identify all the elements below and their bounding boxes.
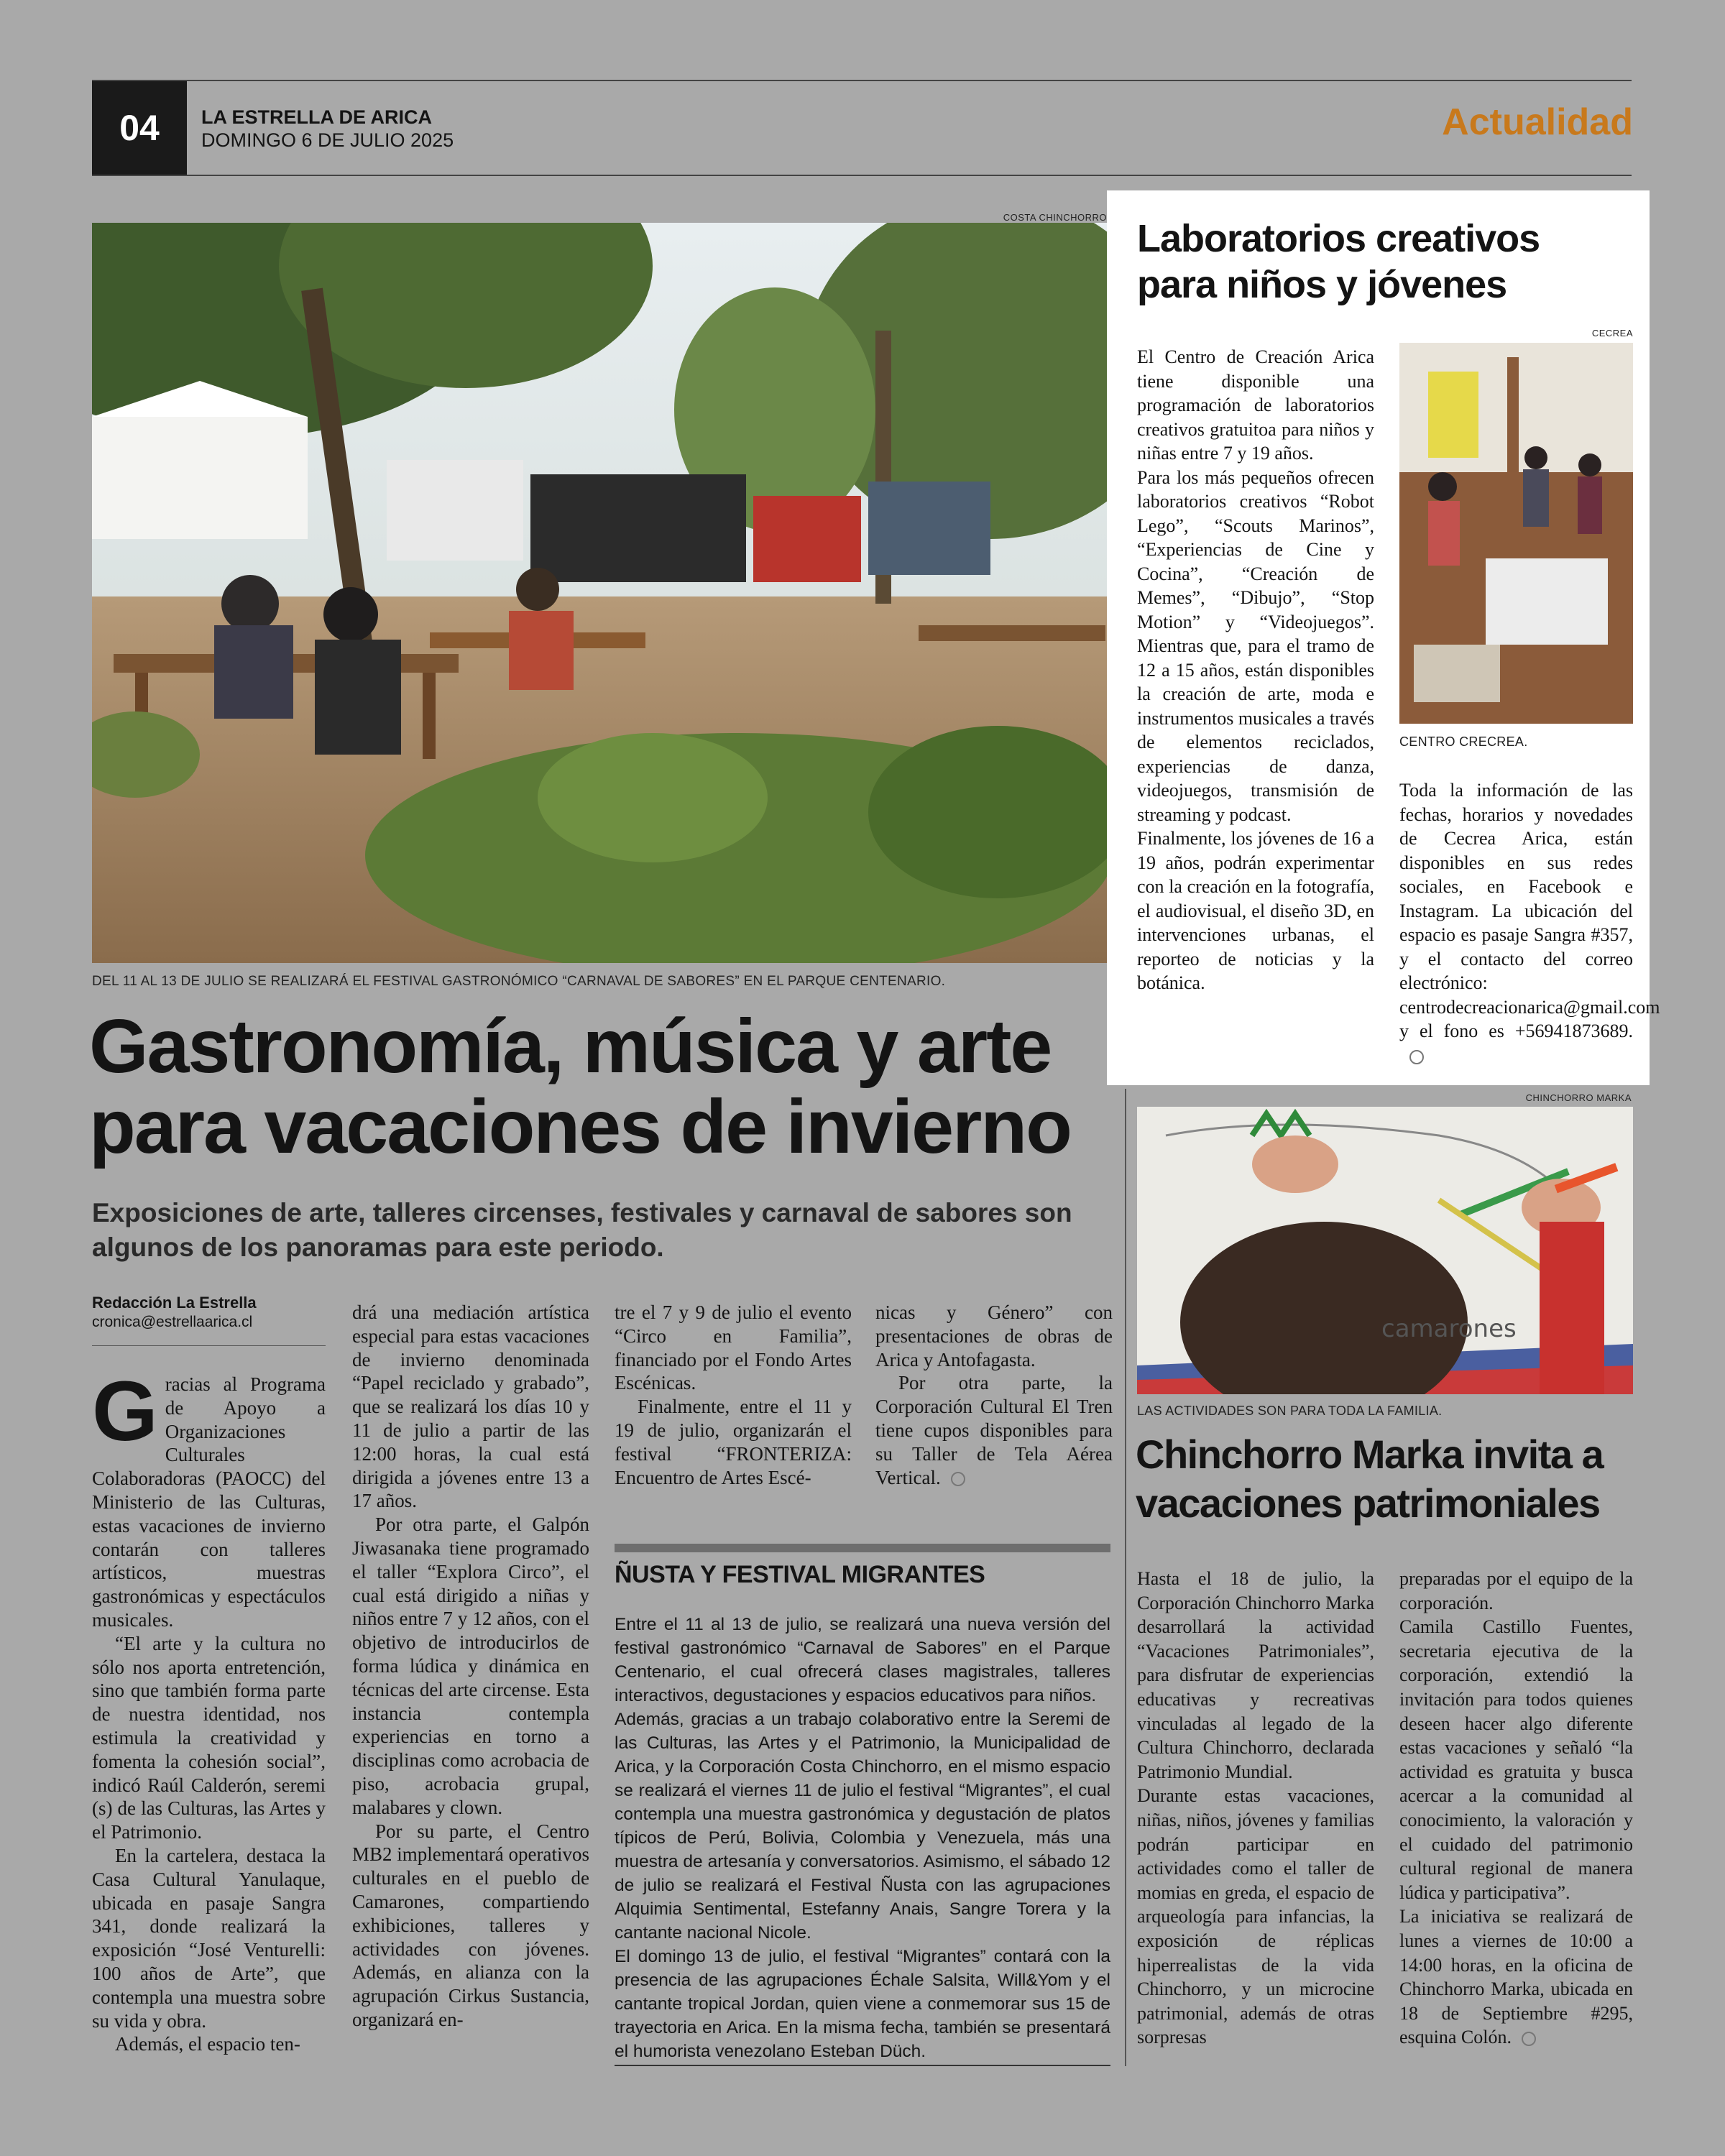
col1-paragraph-1: racias al Programa de Apoyo a Organizaciones Culturales Colaboradoras (PAOCC) del Ministerio de las Culturas, estas vacaciones de invierno contarán con talleres artísticos, muestras gastronómicas y espectáculos musicales.	[92, 1373, 326, 1631]
main-column-1	[92, 1364, 326, 2056]
col1-paragraph-4: Además, el espacio ten-	[115, 2033, 300, 2055]
cecrea-paragraph-2: Para los más pequeños ofrecen laboratorios creativos “Robot Lego”, “Scouts Marinos”, “Experiencias de Cine y Cocina”, “Creación de Memes”, “Dibujo”, “Stop Motion” y “Videojuegos”. Mientras que, para el tramo de 12 a 15 años, están disponibles la creación de arte, moda e instrumentos musicales a través de elementos reciclados, experiencias de danza, videojuegos, transmisión de streaming y podcast.	[1137, 466, 1374, 825]
sidebar-top-bar	[615, 1544, 1110, 1552]
paper-name: LA ESTRELLA DE ARICA	[201, 106, 432, 128]
chinchorro-headline-line1: Chinchorro Marka invita a	[1136, 1432, 1604, 1477]
chinchorro-photo-word: camarones	[1381, 1314, 1517, 1343]
main-column-4	[875, 1301, 1113, 1489]
issue-date: DOMINGO 6 DE JULIO 2025	[201, 129, 454, 151]
col1-paragraph-2: “El arte y la cultura no sólo nos aporta entretención, sino que también forma parte de nuestra identidad, nos estimula la creatividad y fomenta la cohesión social”, indicó Raúl Calderón, seremi (s) de las Culturas, las Artes y el Patrimonio.	[92, 1632, 326, 1843]
col3-paragraph-2: Finalmente, entre el 11 y 19 de julio, organizarán el festival “FRONTERIZA: Encuentro de Artes Escé-	[615, 1396, 852, 1488]
chinchorro-column-1	[1137, 1567, 1374, 2050]
chinchorro-end-mark-icon	[1522, 2032, 1536, 2046]
main-headline-line1: Gastronomía, música y arte	[89, 1004, 1052, 1089]
page-number: 04	[92, 81, 187, 175]
cecrea-column-2	[1399, 778, 1660, 1067]
subheadline: Exposiciones de arte, talleres circenses, festivales y carnaval de sabores son algunos de los panoramas para este periodo.	[92, 1198, 1072, 1262]
byline-email: cronica@estrellaarica.cl	[92, 1314, 253, 1330]
festival-photo	[92, 223, 1111, 963]
cecrea-photo	[1399, 343, 1633, 724]
chinchorro-photo-credit: CHINCHORRO MARKA	[1525, 1092, 1632, 1103]
cecrea-headline-line2: para niños y jóvenes	[1137, 263, 1507, 306]
sidebar-paragraph-3: El domingo 13 de julio, el festival “Migrantes” contará con la presencia de las agrupaciones Échale Salsita, Will&Yom y el cantante tropical Jordan, quien viene a conmemorar sus 15 de trayectoria en Arica. En la misma fecha, también se presentará el humorista venezolano Esteban Düch.	[615, 1947, 1110, 2061]
header-bottom-rule	[92, 175, 1632, 176]
chinchorro-photo-caption: LAS ACTIVIDADES SON PARA TODA LA FAMILIA.	[1137, 1404, 1443, 1418]
cecrea-paragraph-1: El Centro de Creación Arica tiene disponible una programación de laboratorios creativos gratuitoa para niños y niñas entre 7 y 19 años.	[1137, 346, 1374, 464]
chinchorro-paragraph-2: Durante estas vacaciones, niñas, niños, jóvenes y familias podrán participar en actividades como el taller de momias en greda, el espacio de arqueología para infancias, la exposición de réplicas hiperrealistas de la vida Chinchorro, y un microcine patrimonial, además de otras sorpresas	[1137, 1785, 1374, 2048]
col4-paragraph-2: Por otra parte, la Corporación Cultural El Tren tiene cupos disponibles para su Taller de Tela Aérea Vertical.	[875, 1372, 1113, 1488]
sidebar-body	[615, 1613, 1110, 2063]
sidebar-paragraph-2: Además, gracias a un trabajo colaborativo entre la Seremi de las Culturas, las Artes y el Patrimonio, la Municipalidad de Arica, y la Corporación Costa Chinchorro, en el mismo espacio se realizará el viernes 11 de julio el festival “Migrantes”, el cual contempla una muestra gastronómica y degustación de platos típicos de Perú, Bolivia, Colombia y Venezuela, más una muestra de artesanía y conversatorios. Asimismo, el sábado 12 de julio se realizará el Festival Ñusta con las agrupaciones Alquimia Sentimental, Estefanny Anais, Sangre Torera y la cantante nacional Nicole.	[615, 1710, 1110, 1943]
col2-paragraph-3: Por su parte, el Centro MB2 implementará operativos culturales en el pueblo de Camarones, compartiendo exhibiciones, talleres y actividades con jóvenes. Además, en alianza con la agrupación Cirkus Sustancia, organizará en-	[352, 1820, 589, 2030]
col2-paragraph-1: drá una mediación artística especial para estas vacaciones de invierno denominada “Papel reciclado y grabado”, que se realizará los días 10 y 11 de julio a partir de las 12:00 horas, la cual está dirigida a jóvenes entre 13 a 17 años.	[352, 1302, 589, 1512]
col3-paragraph-1: tre el 7 y 9 de julio el evento “Circo en Familia”, financiado por el Fondo Artes Escénicas.	[615, 1302, 852, 1394]
cecrea-headline-line1: Laboratorios creativos	[1137, 217, 1540, 260]
chinchorro-headline-line2: vacaciones patrimoniales	[1136, 1480, 1600, 1526]
main-headline-line2: para vacaciones de invierno	[89, 1084, 1071, 1169]
end-mark-icon	[951, 1472, 965, 1486]
chinchorro-paragraph-3: preparadas por el equipo de la corporación.	[1399, 1568, 1633, 1613]
chinchorro-paragraph-5: La iniciativa se realizará de lunes a viernes de 10:00 a 14:00 horas, en la oficina de Chinchorro Marka, ubicada en 18 de Septiembre #295, esquina Colón.	[1399, 1906, 1633, 2048]
col4-paragraph-1: nicas y Género” con presentaciones de obras de Arica y Antofagasta.	[875, 1302, 1113, 1370]
header-top-rule	[92, 80, 1632, 81]
cecrea-column-1	[1137, 345, 1374, 995]
cecrea-end-mark-icon	[1409, 1050, 1424, 1064]
cecrea-paragraph-3: Finalmente, los jóvenes de 16 a 19 años, podrán experimentar con la creación en la fotografía, el audiovisual, el diseño 3D, en intervenciones urbanas, el reporteo de noticias y la botánica.	[1137, 828, 1374, 993]
cecrea-photo-caption: CENTRO CRECREA.	[1399, 734, 1528, 749]
dropcap-letter: G	[92, 1364, 158, 1459]
sidebar-paragraph-1: Entre el 11 al 13 de julio, se realizará una nueva versión del festival gastronómico “Carnaval de Sabores” en el Parque Centenario, el cual ofrecerá clases magistrales, talleres interactivos, degustaciones y espacios educativos para niños.	[615, 1615, 1110, 1705]
chinchorro-paragraph-1: Hasta el 18 de julio, la Corporación Chinchorro Marka desarrollará la actividad “Vacaciones Patrimoniales”, para disfrutar de experiencias educativas y recreativas vinculadas al legado de la Cultura Chinchorro, declarada Patrimonio Mundial.	[1137, 1568, 1374, 1782]
chinchorro-column-2	[1399, 1567, 1633, 2050]
chinchorro-photo	[1137, 1107, 1633, 1394]
col2-paragraph-2: Por otra parte, el Galpón Jiwasanaka tiene programado el taller “Explora Circo”, el cual está dirigido a niñas y niños entre 7 y 12 años, con el objetivo de introducirlos de forma lúdica y dinámica en técnicas del arte circense. Esta instancia contempla experiencias en torno a disciplinas como acrobacia de piso, acrobacia grupal, malabares y clown.	[352, 1514, 589, 1818]
byline: Redacción La Estrella	[92, 1294, 257, 1312]
cecrea-photo-credit: CECREA	[1591, 328, 1633, 338]
photo-credit: COSTA CHINCHORRO	[1003, 212, 1107, 223]
sidebar-title: ÑUSTA Y FESTIVAL MIGRANTES	[615, 1561, 985, 1588]
byline-rule	[92, 1345, 326, 1346]
sidebar-bottom-rule	[615, 2065, 1110, 2066]
col1-paragraph-3: En la cartelera, destaca la Casa Cultural Yanulaque, ubicada en pasaje Sangra 341, donde realizará la exposición “José Venturelli: 100 años de Arte”, que contempla una muestra sobre su vida y obra.	[92, 1844, 326, 2032]
cecrea-paragraph-4: Toda la información de las fechas, horarios y novedades de Cecrea Arica, están disponibles en sus redes sociales, en Facebook e Instagram. La ubicación del espacio es pasaje Sangra #357, y el contacto del correo electrónico: centrodecreacionarica@gmail.com y el fono es +56941873689.	[1399, 780, 1660, 1041]
main-column-2	[352, 1301, 589, 2032]
column-divider	[1125, 1089, 1126, 2066]
section-label: Actualidad	[1442, 101, 1633, 143]
main-column-3	[615, 1301, 852, 1489]
photo-caption: DEL 11 AL 13 DE JULIO SE REALIZARÁ EL FESTIVAL GASTRONÓMICO “CARNAVAL DE SABORES” EN EL PARQUE CENTENARIO.	[92, 974, 946, 989]
chinchorro-paragraph-4: Camila Castillo Fuentes, secretaria ejecutiva de la corporación, extendió la invitación para todos quienes deseen hacer algo diferente estas vacaciones y señaló “la actividad es gratuita y busca acercar a la comunidad al conocimiento, la valoración y el cuidado del patrimonio cultural regional de manera lúdica y participativa”.	[1399, 1616, 1633, 1903]
